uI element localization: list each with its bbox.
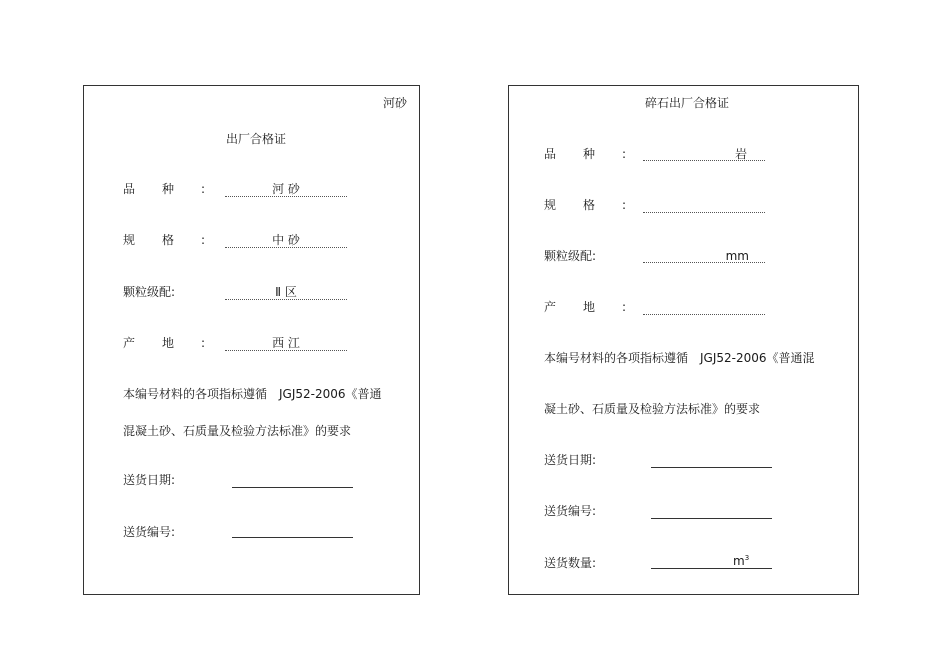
variety-value: 岩 bbox=[643, 147, 765, 161]
delivery-date-label: 送货日期: bbox=[544, 453, 597, 467]
origin-value: 西 江 bbox=[225, 336, 347, 351]
variety-label: 品种: bbox=[123, 182, 233, 196]
grading-value: Ⅱ 区 bbox=[225, 285, 347, 300]
statement-line-1: 本编号材料的各项指标遵循 JGJ52-2006《普通 bbox=[123, 387, 382, 401]
spec-value bbox=[643, 198, 765, 213]
statement-line-2: 混凝土砂、石质量及检验方法标准》的要求 bbox=[123, 424, 352, 438]
delivery-no-label: 送货编号: bbox=[544, 504, 597, 518]
statement-line-2: 凝土砂、石质量及检验方法标准》的要求 bbox=[544, 402, 761, 416]
sand-certificate-card bbox=[83, 85, 420, 595]
delivery-date-field[interactable] bbox=[232, 473, 353, 488]
spec-label: 规格: bbox=[123, 233, 233, 247]
certificate-title: 碎石出厂合格证 bbox=[645, 96, 730, 110]
qty-unit: $m^3$ bbox=[733, 554, 750, 568]
origin-label: 产地: bbox=[123, 336, 233, 350]
variety-label: 品种: bbox=[544, 147, 654, 161]
spec-value: 中 砂 bbox=[225, 233, 347, 248]
grading-value: mm bbox=[643, 249, 765, 263]
statement-line-1: 本编号材料的各项指标遵循 JGJ52-2006《普通混 bbox=[544, 351, 815, 365]
delivery-qty-label: 送货数量: bbox=[544, 556, 597, 570]
delivery-no-field[interactable] bbox=[232, 523, 353, 538]
certificate-title: 出厂合格证 bbox=[226, 132, 287, 146]
delivery-no-label: 送货编号: bbox=[123, 525, 176, 539]
delivery-date-field[interactable] bbox=[651, 453, 772, 468]
delivery-qty-field[interactable] bbox=[651, 554, 772, 569]
gravel-certificate-card bbox=[508, 85, 859, 595]
spec-label: 规格: bbox=[544, 198, 654, 212]
delivery-no-field[interactable] bbox=[651, 504, 772, 519]
origin-value bbox=[643, 300, 765, 315]
grading-label: 颗粒级配: bbox=[123, 285, 176, 299]
corner-label: 河砂 bbox=[382, 96, 407, 110]
delivery-date-label: 送货日期: bbox=[123, 473, 176, 487]
variety-value: 河 砂 bbox=[225, 182, 347, 197]
grading-label: 颗粒级配: bbox=[544, 249, 597, 263]
origin-label: 产地: bbox=[544, 300, 654, 314]
